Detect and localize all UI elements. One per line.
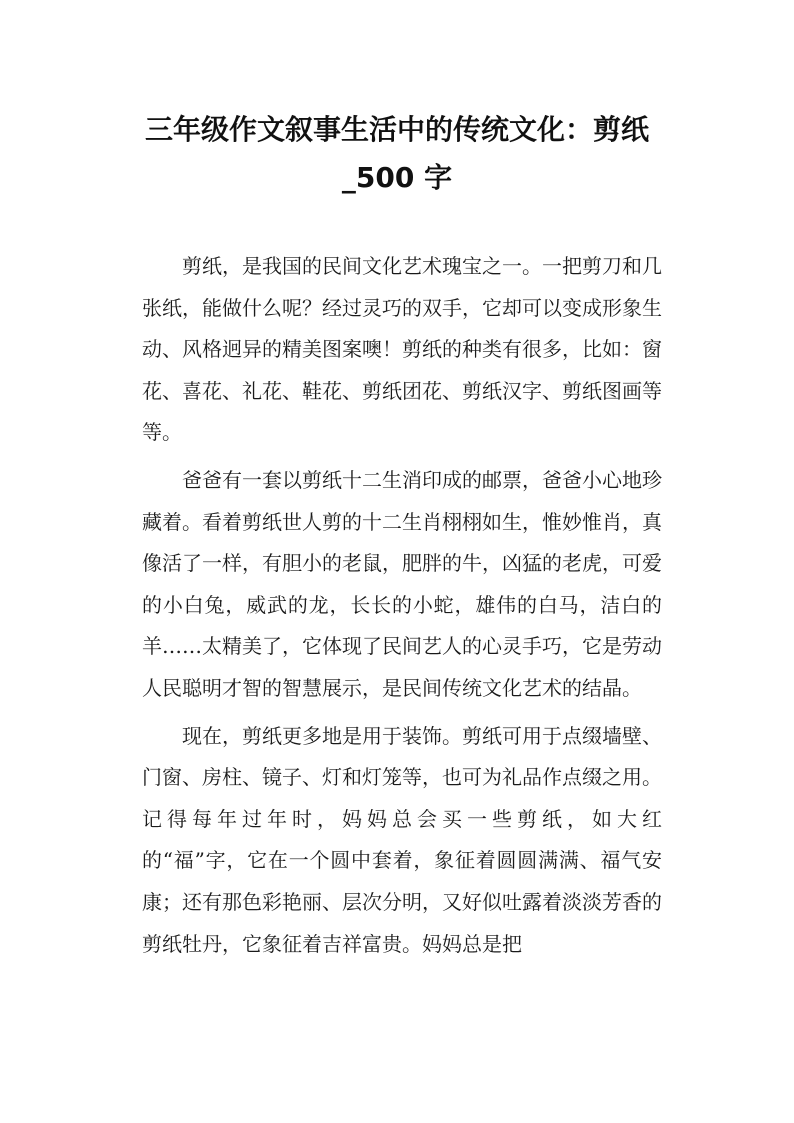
document-title xyxy=(120,106,674,202)
paragraph-1: 剪纸，是我国的民间文化艺术瑰宝之一。一把剪刀和几张纸，能做什么呢？经过灵巧的双手，它却可以变成形象生动、风格迥异的精美图案噢！剪纸的种类有很多，比如：窗花、喜花、礼花、鞋花、剪纸团花、剪纸汉字、剪纸图画等等。 xyxy=(142,254,662,445)
title-line-1: 三年级作文叙事生活中的传统文化：剪纸 xyxy=(144,113,649,146)
paragraph-3: 现在，剪纸更多地是用于装饰。剪纸可用于点缀墙壁、门窗、房柱、镜子、灯和灯笼等，也可为礼品作点缀之用。记得每年过年时，妈妈总会买一些剪纸，如大红的“福”字，它在一个圆中套着，象征着圆圆满满、福气安康；还有那色彩艳丽、层次分明，又好似吐露着淡淡芳香的剪纸牡丹，它象征着吉祥富贵。妈妈总是把 xyxy=(142,723,662,956)
title-line-2: _500 字 xyxy=(341,161,453,194)
document-body xyxy=(142,246,662,965)
paragraph-2: 爸爸有一套以剪纸十二生消印成的邮票，爸爸小心地珍藏着。看着剪纸世人剪的十二生肖栩栩如生，惟妙惟肖，真像活了一样，有胆小的老鼠，肥胖的牛，凶猛的老虎，可爱的小白兔，威武的龙，长长的小蛇，雄伟的白马，洁白的羊……太精美了，它体现了民间艺人的心灵手巧，它是劳动人民聪明才智的智慧展示，是民间传统文化艺术的结晶。 xyxy=(142,467,662,700)
